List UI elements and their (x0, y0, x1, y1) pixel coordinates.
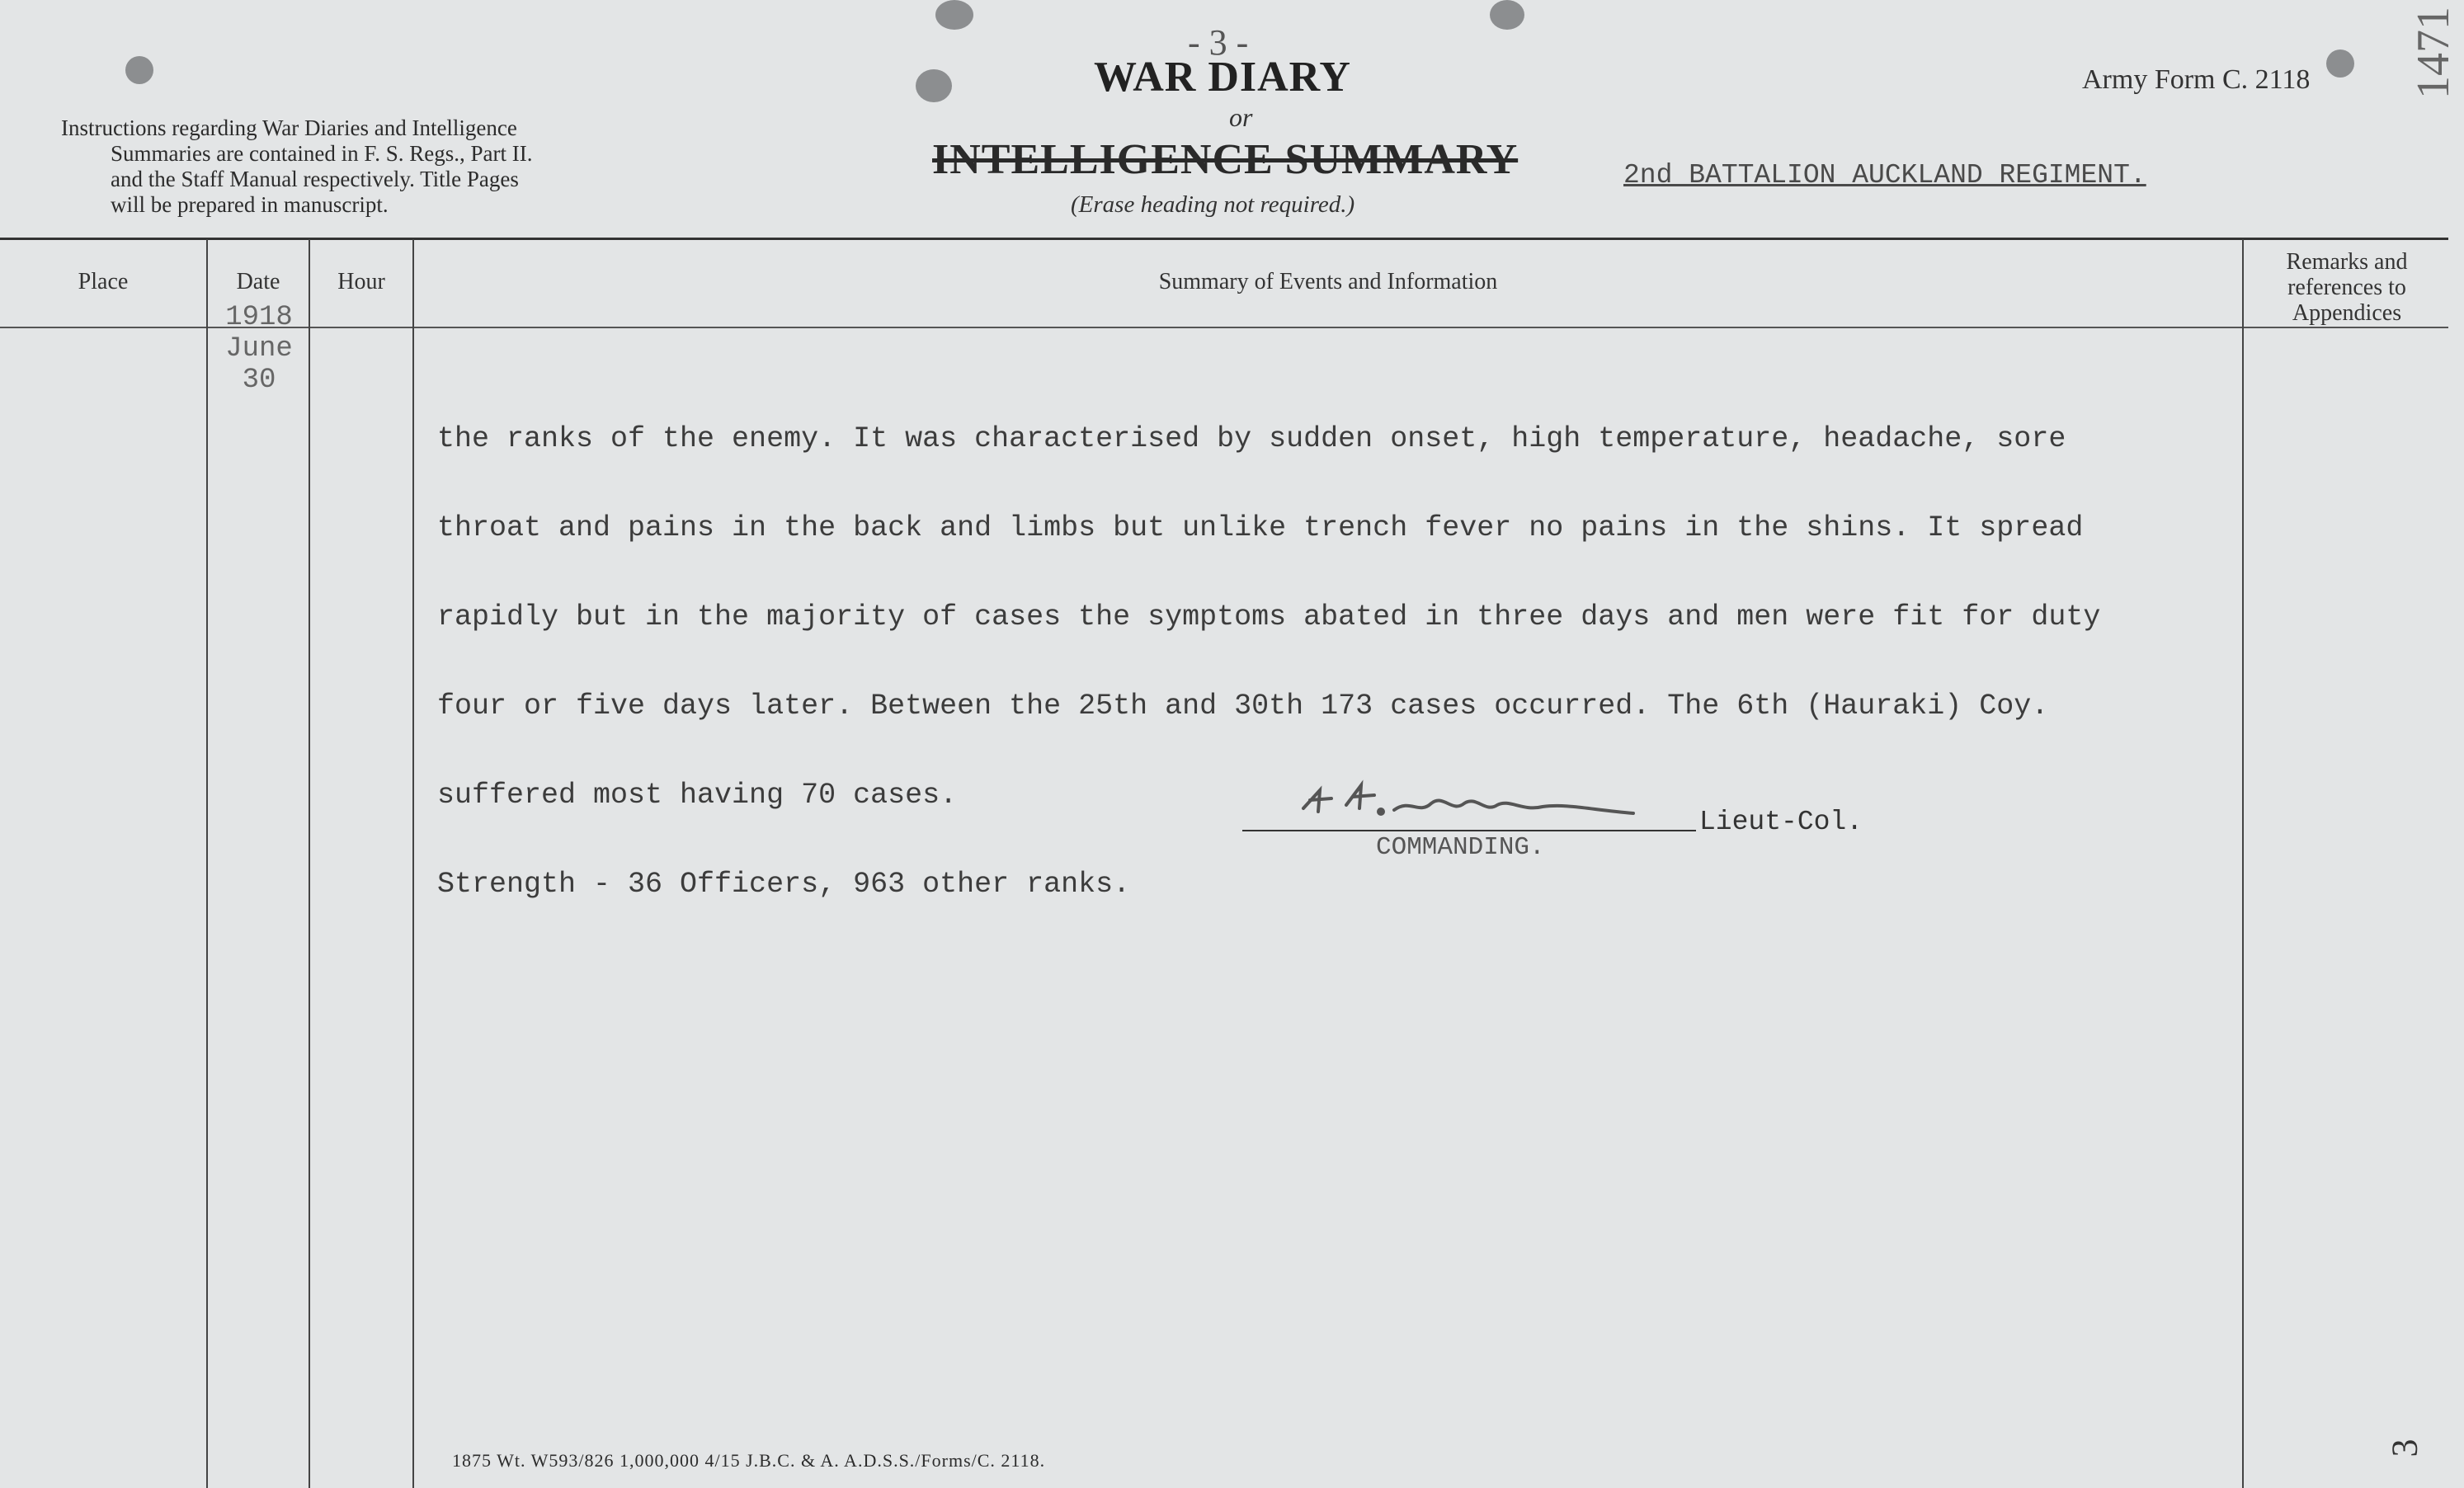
document-title: WAR DIARY (1094, 54, 1351, 101)
summary-text (437, 365, 2252, 929)
punch-hole (916, 69, 952, 102)
column-divider (309, 239, 310, 1488)
signatory-role: COMMANDING. (1376, 833, 1545, 862)
summary-line: suffered most having 70 cases. (437, 779, 958, 812)
column-divider (412, 239, 414, 1488)
instructions-line: will be prepared in manuscript. (111, 192, 389, 217)
date-month: June (225, 333, 293, 365)
army-form-number: Army Form C. 2118 (2082, 64, 2311, 95)
form-print-line: 1875 Wt. W593/826 1,000,000 4/15 J.B.C. & A. A.D.S.S./Forms/C. 2118. (452, 1450, 1046, 1471)
signature-line (1242, 830, 1696, 831)
column-header-remarks: Remarks and references to Appendices (2286, 249, 2408, 326)
summary-line: four or five days later. Between the 25th and 30th 173 cases occurred. The 6th (Hauraki) Coy. (437, 690, 2049, 723)
punch-hole (935, 0, 973, 30)
date-day: 30 (242, 365, 276, 396)
signatory-rank: Lieut-Col. (1699, 807, 1863, 837)
page-mark: 3 (2384, 1439, 2425, 1457)
date-year: 1918 (225, 302, 293, 333)
struck-subtitle: INTELLIGENCE SUMMARY (932, 136, 1519, 183)
punch-hole (1490, 0, 1524, 30)
column-header-place: Place (78, 269, 129, 294)
summary-line: throat and pains in the back and limbs but unlike trench fever no pains in the shins. It spread (437, 511, 2084, 544)
instructions-line: Summaries are contained in F. S. Regs., Part II. (111, 141, 533, 166)
punch-hole (125, 56, 153, 84)
header-bottom-border (0, 327, 2448, 328)
reference-number: 1471 (2408, 7, 2459, 99)
form-instructions (61, 115, 655, 218)
erase-note: (Erase heading not required.) (1071, 191, 1355, 218)
instructions-line: Instructions regarding War Diaries and Intelligence (61, 115, 517, 140)
instructions-line: and the Staff Manual respectively. Title Pages (111, 167, 519, 191)
column-header-hour: Hour (337, 269, 385, 294)
handwritten-signature (1295, 775, 1658, 833)
summary-line: the ranks of the enemy. It was characterised by sudden onset, high temperature, headache, sore (437, 422, 2066, 455)
summary-line: Strength - 36 Officers, 963 other ranks. (437, 868, 1131, 901)
page-number: - 3 - (1188, 22, 1249, 63)
column-header-summary: Summary of Events and Information (1158, 269, 1498, 294)
punch-hole (2326, 49, 2354, 78)
table-top-border (0, 238, 2448, 240)
summary-line: rapidly but in the majority of cases the symptoms abated in three days and men were fit for duty (437, 600, 2101, 633)
title-connector: or (1229, 102, 1253, 132)
column-header-date: Date (236, 269, 280, 294)
column-divider (206, 239, 208, 1488)
unit-name: 2nd BATTALION AUCKLAND REGIMENT. (1623, 160, 2146, 191)
